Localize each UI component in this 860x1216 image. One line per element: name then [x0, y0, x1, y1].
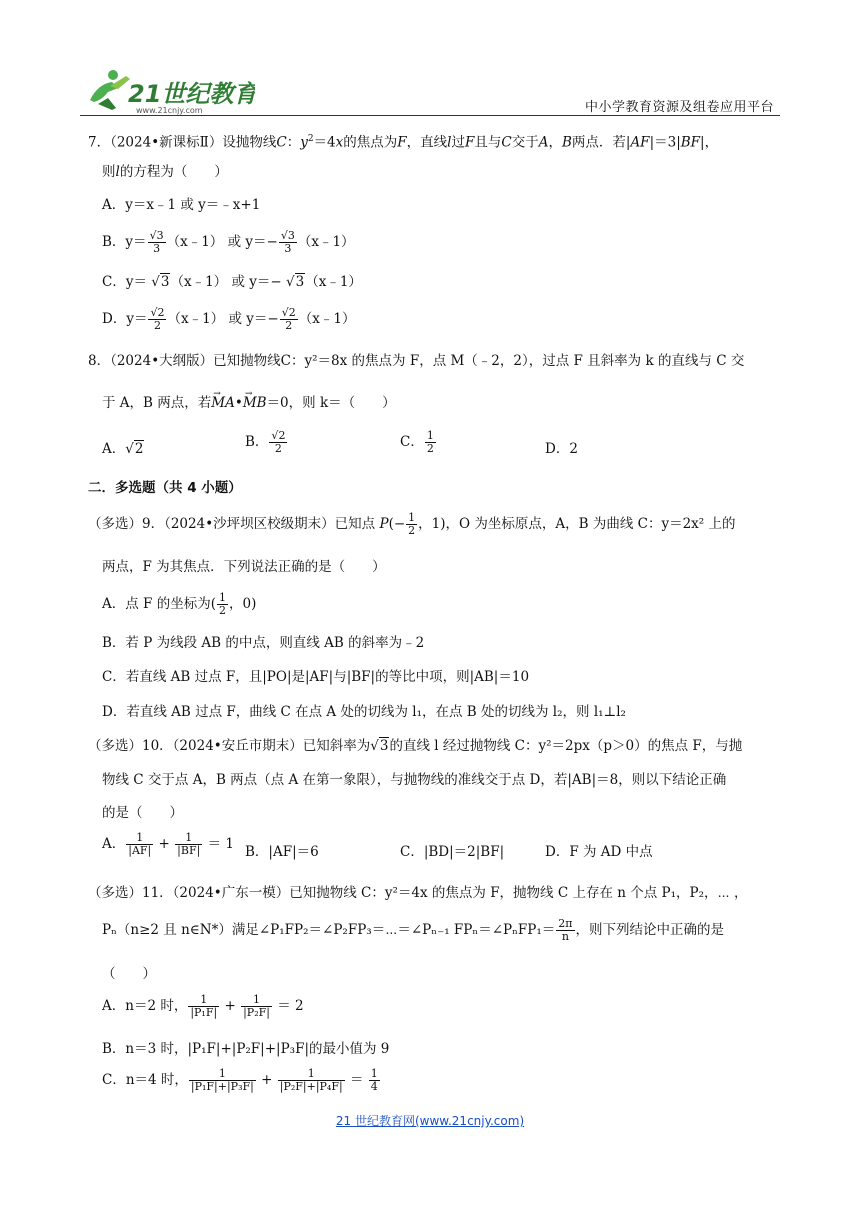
fraction: $\frac{√3}{3}$ [280, 229, 295, 255]
footer-link[interactable]: 21 世纪教育网(www.21cnjy.com) [335, 1114, 525, 1128]
q11-option-b: B．n＝3 时，|P₁F|+|P₂F|+|P₃F|的最小值为 9 [102, 1041, 390, 1057]
q7-option-a: A．y＝x﹣1 或 y＝﹣x+1 [102, 197, 261, 213]
q8-option-d: D．2 [545, 441, 578, 457]
fraction: $\frac{1}{\text{|P₁F|+|P₃F|}}$ [190, 1067, 254, 1093]
q10-stem-line3: 的是（ ） [102, 805, 183, 821]
q11-option-c: C．n＝4 时， $\frac{1}{\text{|P₁F|+|P₃F|}}$ + $\frac{1}{\text{|P₂F|+|P₄F|}}$ ＝ $\frac{1}{4}$ [102, 1067, 378, 1093]
section-heading: 二．多选题（共 4 小题） [88, 480, 242, 496]
q11-stem-line3: （ ） [102, 966, 156, 982]
fraction: $\frac{1}{\text{|P₂F|}}$ [243, 993, 270, 1019]
q8-option-c: C． $\frac{1}{2}$ [400, 429, 434, 455]
fraction: $\frac{1}{2}$ [218, 591, 226, 617]
svg-text:www.21cnjy.com: www.21cnjy.com [136, 106, 203, 115]
q8-stem-line1: 8．（2024•大纲版）已知抛物线C：y²＝8x 的焦点为 F，点 M（﹣2，2），过点 F 且斜率为 k 的直线与 C 交 [88, 353, 745, 369]
q10-option-c: C．|BD|＝2|BF| [400, 844, 505, 860]
runner-logo-icon [80, 66, 255, 116]
q9-stem-line2: 两点，F 为其焦点．下列说法正确的是（ ） [102, 559, 386, 575]
q7-option-d: D．y＝ $\frac{√2}{2}$ （x﹣1） 或 y＝− $\frac{√2}{2}$ （x﹣1） [102, 306, 356, 332]
platform-name: 中小学教育资源及组卷应用平台 [584, 100, 774, 115]
q11-stem-line2: Pₙ（n≥2 且 n∈N*）满足∠P₁FP₂＝∠P₂FP₃＝⋯＝∠Pₙ₋₁ FPₙ＝∠PₙFP₁＝ $\frac{2\pi}{n}$ ，则下列结论中正确的是 [102, 917, 725, 943]
q10-stem-line2: 物线 C 交于点 A，B 两点（点 A 在第一象限），与抛物线的准线交于点 D，若|AB|＝8，则以下结论正确 [102, 772, 727, 788]
fraction: $\frac{2\pi}{n}$ [558, 917, 573, 943]
fraction: $\frac{1}{2}$ [408, 511, 416, 537]
fraction: $\frac{√2}{2}$ [150, 306, 165, 332]
q9-stem-line1: （多选）9．（2024•沙坪坝区校级期末）已知点 P(− $\frac{1}{2}$ ，1)，O 为坐标原点，A，B 为曲线 C：y＝2x² 上的 [88, 511, 736, 537]
q8-stem-line2: 于 A，B 两点，若→ MA•→ MB＝0，则 k＝（ ） [102, 394, 396, 412]
q7-stem-line1: 7．（2024•新课标Ⅱ）设抛物线C：$y^2=4x$的焦点为F，直线l过F且与C交于A，B两点．若|AF|＝3|BF|， [88, 134, 719, 151]
q11-stem-line1: （多选）11．（2024•广东一模）已知抛物线 C：y²＝4x 的焦点为 F，抛物线 C 上存在 n 个点 P₁，P₂，⋯ ， [88, 885, 748, 901]
q8-option-a: A．√2 [102, 441, 144, 457]
header-divider [80, 115, 780, 116]
q9-option-a: A．点 F 的坐标为( $\frac{1}{2}$ ，0) [102, 591, 257, 617]
q9-option-b: B．若 P 为线段 AB 的中点，则直线 AB 的斜率为﹣2 [102, 635, 425, 651]
fraction: $\frac{√2}{2}$ [281, 306, 296, 332]
q10-option-a: A． $\frac{1}{|AF|}$ + $\frac{1}{|BF|}$ ＝ 1 [102, 831, 234, 857]
fraction: $\frac{1}{|BF|}$ [177, 831, 201, 857]
site-logo [80, 66, 255, 116]
q10-option-b: B．|AF|＝6 [245, 844, 319, 860]
q9-option-d: D．若直线 AB 过点 F，曲线 C 在点 A 处的切线为 l₁，在点 B 处的切线为 l₂，则 l₁⊥l₂ [102, 704, 626, 720]
q7-option-c: C．y＝ √3（x﹣1） 或 y＝− √3（x﹣1） [102, 274, 362, 290]
q7-option-b: B．y＝ $\frac{√3}{3}$ （x﹣1） 或 y＝− $\frac{√3}{3}$ （x﹣1） [102, 229, 355, 255]
fraction: $\frac{1}{|AF|}$ [128, 831, 152, 857]
fraction: $\frac{1}{\text{|P₂F|+|P₄F|}}$ [279, 1067, 343, 1093]
q10-option-d: D．F 为 AD 中点 [545, 844, 653, 860]
fraction: $\frac{1}{2}$ [426, 429, 434, 455]
fraction: $\frac{1}{\text{|P₁F|}}$ [190, 993, 218, 1019]
q11-option-a: A．n＝2 时， $\frac{1}{\text{|P₁F|}}$ + $\frac{1}{\text{|P₂F|}}$ ＝ 2 [102, 993, 304, 1019]
q8-option-b: B． $\frac{√2}{2}$ [245, 429, 286, 455]
fraction: $\frac{1}{4}$ [370, 1067, 378, 1093]
fraction: $\frac{√2}{2}$ [271, 429, 286, 455]
q9-option-c: C．若直线 AB 过点 F，且|PO|是|AF|与|BF|的等比中项，则|AB|＝10 [102, 669, 530, 685]
fraction: $\frac{√3}{3}$ [149, 229, 164, 255]
svg-text:21世纪教育: 21世纪教育 [128, 80, 255, 108]
q10-stem-line1: （多选）10．（2024•安丘市期末）已知斜率为√3的直线 l 经过抛物线 C：y²＝2px（p＞0）的焦点 F，与抛 [88, 738, 743, 754]
q7-stem-line2: 则l的方程为（ ） [102, 164, 228, 180]
